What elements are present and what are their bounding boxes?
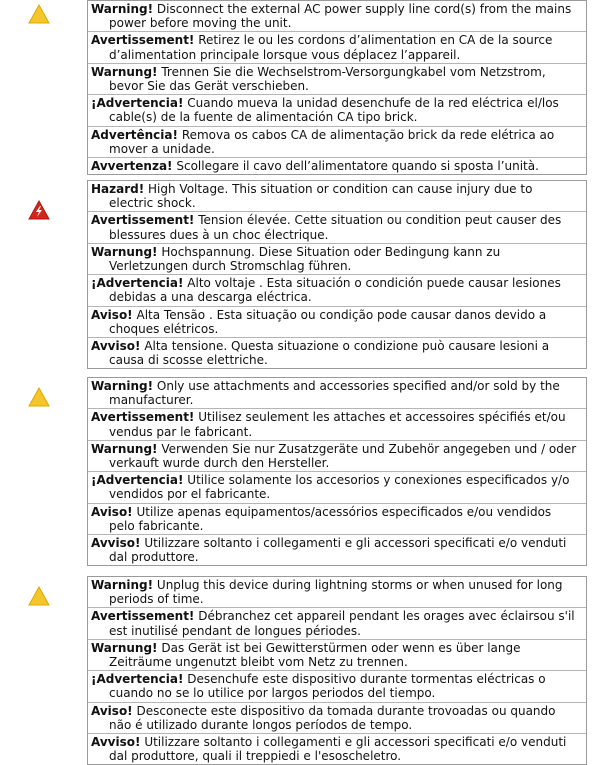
high-voltage-hazard-icon bbox=[28, 200, 50, 220]
warning-text: Alta tensione. Questa situazione o condizione può causare lesioni a causa di scosse elettriche. bbox=[109, 339, 550, 368]
warning-label: Aviso! bbox=[91, 504, 133, 519]
warning-text: Hochspannung. Diese Situation oder Bedingung kann zu Verletzungen durch Stromschlag führen. bbox=[109, 244, 501, 274]
warning-row bbox=[88, 1, 586, 31]
warning-row bbox=[88, 639, 586, 670]
caution-triangle-icon bbox=[28, 4, 50, 24]
warning-label: Warning! bbox=[91, 2, 154, 16]
warning-label: Avertissement! bbox=[91, 213, 195, 228]
warning-row bbox=[88, 378, 586, 408]
warning-text: Cuando mueva la unidad desenchufe de la red eléctrica el/los cable(s) de la fuente de alimentación CA tipo brick. bbox=[109, 96, 559, 125]
warning-box-4 bbox=[87, 576, 587, 765]
warning-row bbox=[88, 94, 586, 125]
warning-text: Disconnect the external AC power supply line cord(s) from the mains power before moving the unit. bbox=[109, 2, 572, 31]
warning-text: High Voltage. This situation or condition can cause injury due to electric shock. bbox=[109, 182, 533, 211]
warning-text: Utilizzare soltanto i collegamenti e gli accessori specificati e/o venduti dal produttore, quali il treppiedi e l'esoscheletro. bbox=[109, 735, 567, 764]
warning-row bbox=[88, 702, 586, 733]
warning-label: ¡Advertencia! bbox=[91, 276, 184, 291]
warning-text: Only use attachments and accessories specified and/or sold by the manufacturer. bbox=[109, 379, 560, 408]
warning-row bbox=[88, 503, 586, 534]
warning-label: Avviso! bbox=[91, 339, 141, 354]
warning-label: Warnung! bbox=[91, 640, 158, 655]
caution-triangle-icon bbox=[28, 586, 50, 606]
warning-row bbox=[88, 577, 586, 607]
warning-label: Avertissement! bbox=[91, 33, 195, 48]
warning-row bbox=[88, 157, 586, 174]
warning-text: Das Gerät ist bei Gewitterstürmen oder wenn es über lange Zeiträume ungenutzt bleibt vom Netz zu trennen. bbox=[109, 640, 521, 670]
warning-label: Warning! bbox=[91, 379, 154, 393]
warning-text: Scollegare il cavo dell’alimentatore quando si sposta l’unità. bbox=[176, 159, 539, 174]
warning-row bbox=[88, 607, 586, 638]
warning-label: Avertissement! bbox=[91, 410, 195, 425]
warning-label: Warnung! bbox=[91, 64, 158, 79]
warning-text: Retirez le ou les cordons d’alimentation en CA de la source d’alimentation principale lorsque vous déplacez l’appareil. bbox=[109, 33, 553, 62]
warning-row bbox=[88, 471, 586, 502]
warning-label: Warnung! bbox=[91, 244, 158, 259]
warning-text: Desconecte este dispositivo da tomada durante trovoadas ou quando não é utilizado durante longos períodos de tempo. bbox=[109, 703, 556, 732]
warning-label: Avvertenza! bbox=[91, 159, 173, 174]
warning-row bbox=[88, 408, 586, 439]
warning-label: ¡Advertencia! bbox=[91, 473, 184, 488]
warning-label: Hazard! bbox=[91, 182, 145, 196]
warning-box-2 bbox=[87, 180, 587, 369]
warning-text: Tension élevée. Cette situation ou condition peut causer des blessures dues à un choc électrique. bbox=[109, 213, 562, 242]
warning-row bbox=[88, 440, 586, 471]
warning-text: Unplug this device during lightning storms or when unused for long periods of time. bbox=[109, 578, 563, 607]
warning-text: Utilisez seulement les attaches et accessoires spécifiés et/ou vendus par le fabricant. bbox=[109, 410, 566, 439]
warning-row bbox=[88, 274, 586, 305]
warning-box-3 bbox=[87, 377, 587, 566]
warning-label: Aviso! bbox=[91, 307, 133, 322]
warning-row bbox=[88, 534, 586, 565]
warning-label: Warnung! bbox=[91, 441, 158, 456]
warning-box-1 bbox=[87, 0, 587, 175]
warning-label: Aviso! bbox=[91, 703, 133, 718]
warning-label: Avviso! bbox=[91, 536, 141, 551]
warning-row bbox=[88, 306, 586, 337]
warning-text: Alto voltaje . Esta situación o condición puede causar lesiones debidas a una descarga eléctrica. bbox=[109, 276, 561, 305]
warning-row bbox=[88, 63, 586, 94]
warning-label: ¡Advertencia! bbox=[91, 672, 184, 687]
warning-text: Utilize apenas equipamentos/acessórios especificados e/ou vendidos pelo fabricante. bbox=[109, 504, 552, 533]
warning-row bbox=[88, 211, 586, 242]
warning-text: Alta Tensão . Esta situação ou condição pode causar danos devido a choques elétricos. bbox=[109, 307, 547, 336]
warning-text: Utilice solamente los accesorios y conexiones especificados y/o vendidos por el fabricante. bbox=[109, 473, 570, 502]
warning-row bbox=[88, 733, 586, 764]
warning-label: Avertissement! bbox=[91, 609, 195, 624]
warning-text: Utilizzare soltanto i collegamenti e gli accessori specificati e/o venduti dal produttore. bbox=[109, 536, 567, 565]
warning-text: Trennen Sie die Wechselstrom-Versorgungkabel vom Netzstrom, bevor Sie das Gerät verschieben. bbox=[109, 64, 546, 94]
warning-row bbox=[88, 31, 586, 62]
warning-text: Remova os cabos CA de alimentação brick da rede elétrica ao mover a unidade. bbox=[109, 127, 555, 156]
warning-text: Desenchufe este dispositivo durante tormentas eléctricas o cuando no se lo utilice por largos periodos del tiempo. bbox=[109, 672, 546, 701]
warning-label: ¡Advertencia! bbox=[91, 96, 184, 111]
warning-row bbox=[88, 337, 586, 368]
warning-text: Verwenden Sie nur Zusatzgeräte und Zubehör angegeben und / oder verkauft wurde durch den Hersteller. bbox=[109, 441, 577, 471]
warning-text: Débranchez cet appareil pendant les orages avec éclairsou s'il est inutilisé pendant de longues périodes. bbox=[109, 609, 575, 638]
warning-label: Avviso! bbox=[91, 735, 141, 750]
caution-triangle-icon bbox=[28, 387, 50, 407]
warning-row bbox=[88, 243, 586, 274]
warning-row bbox=[88, 181, 586, 211]
warning-label: Warning! bbox=[91, 578, 154, 592]
warning-row bbox=[88, 126, 586, 157]
warning-label: Advertência! bbox=[91, 127, 178, 142]
warning-row bbox=[88, 670, 586, 701]
